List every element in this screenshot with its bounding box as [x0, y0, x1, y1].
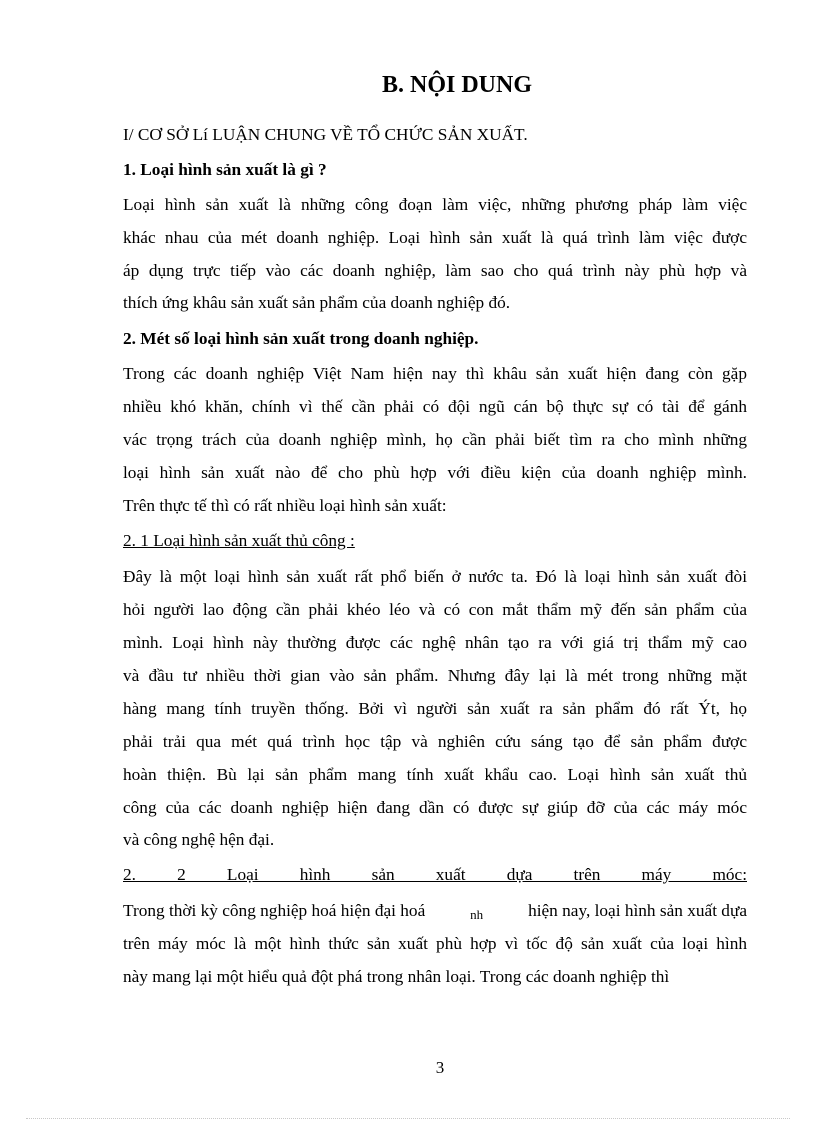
- paragraph-2-line: nhiều khó khăn, chính vì thế cần phải có đội ngũ cán bộ thực sự có tài để gánh: [123, 397, 747, 416]
- paragraph-4-line-1-start: Trong thời kỳ công nghiệp hoá hiện đại hoá: [123, 901, 426, 920]
- paragraph-4-line: này mang lại một hiểu quả đột phá trong nhân loại. Trong các doanh nghiệp thì: [123, 967, 670, 986]
- heading-2: 2. Mét số loại hình sản xuất trong doanh nghiệp.: [123, 329, 479, 348]
- page-number: 3: [435, 1058, 445, 1077]
- paragraph-3-line: Đây là một loại hình sản xuất rất phổ biến ở nước ta. Đó là loại hình sản xuất đòi: [123, 567, 747, 586]
- paragraph-1-line: khác nhau của mét doanh nghiệp. Loại hình sản xuất là quá trình làm việc được: [123, 228, 747, 247]
- footer-divider: [26, 1118, 790, 1119]
- paragraph-1-line: thích ứng khâu sản xuất sản phẩm của doanh nghiệp đó.: [123, 293, 511, 312]
- paragraph-3-line: hỏi người lao động cần phải khéo léo và có con mắt thẩm mỹ đến sản phẩm của: [123, 600, 747, 619]
- paragraph-2-line: Trong các doanh nghiệp Việt Nam hiện nay thì khâu sản xuất hiện đang còn gặp: [123, 364, 747, 383]
- paragraph-1-line: Loại hình sản xuất là những công đoạn làm việc, những phương pháp làm việc: [123, 195, 747, 214]
- paragraph-2-line: vác trọng trách của doanh nghiệp mình, họ cần phải biết tìm ra cho mình những: [123, 430, 747, 449]
- paragraph-2-line: Trên thực tế thì có rất nhiều loại hình sản xuất:: [123, 496, 447, 515]
- paragraph-3-line: hoàn thiện. Bù lại sản phẩm mang tính xuất khẩu cao. Loại hình sản xuất thủ: [123, 765, 747, 784]
- heading-2-1: [123, 530, 747, 552]
- paragraph-3-line: và đầu tư nhiều thời gian vào sản phẩm. Nhưng đây lại là mét trong những mặt: [123, 666, 747, 685]
- paragraph-4-subscript: nh: [470, 907, 484, 922]
- paragraph-3-line: hàng mang tính truyền thống. Bởi vì người sản xuất ra sản phẩm đó rất Ýt, họ: [123, 699, 747, 718]
- section-heading: I/ CƠ SỞ Lí LUẬN CHUNG VỀ TỔ CHỨC SẢN XUẤT.: [123, 125, 528, 144]
- heading-1: 1. Loại hình sản xuất là gì ?: [123, 160, 327, 179]
- heading-2-2: 2. 2 Loại hình sản xuất dựa trên máy móc:: [123, 865, 747, 884]
- paragraph-3-line: công của các doanh nghiệp hiện đang dần có được sự giúp đỡ của các máy móc: [123, 798, 747, 817]
- paragraph-3-line: mình. Loại hình này thường được các nghệ nhân tạo ra với giá trị thẩm mỹ cao: [123, 633, 747, 652]
- page-title: B. NỘI DUNG: [381, 72, 532, 98]
- paragraph-1-line: áp dụng trực tiếp vào các doanh nghiệp, làm sao cho quá trình này phù hợp và: [123, 261, 747, 280]
- paragraph-2-line: loại hình sản xuất nào để cho phù hợp với điều kiện của doanh nghiệp mình.: [123, 463, 747, 482]
- paragraph-3-line: phải trải qua mét quá trình học tập và nghiên cứu sáng tạo để sản phẩm được: [123, 732, 747, 751]
- paragraph-3-line: và công nghệ hện đại.: [123, 830, 275, 849]
- paragraph-4-line: trên máy móc là một hình thức sản xuất phù hợp vì tốc độ sản xuất của loại hình: [123, 934, 747, 953]
- paragraph-4-line: [123, 900, 747, 922]
- heading-2-1-text: 2. 1 Loại hình sản xuất thủ công :: [123, 531, 355, 550]
- paragraph-4-line-1-end: hiện nay, loại hình sản xuất dựa: [528, 901, 747, 920]
